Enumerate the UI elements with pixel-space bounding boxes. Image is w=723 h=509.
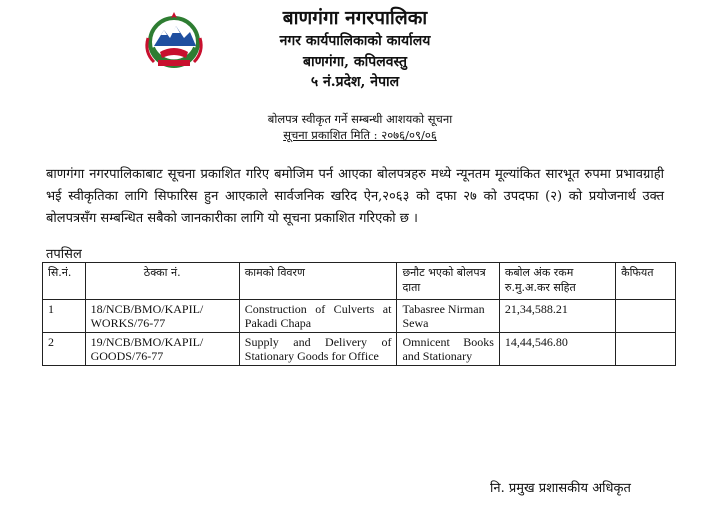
- cell-contract-no: 19/NCB/BMO/KAPIL/ GOODS/76-77: [85, 333, 239, 366]
- cell-serial: 2: [43, 333, 86, 366]
- col-header-amount: कबोल अंक रकम रु.मु.अ.कर सहित: [499, 263, 615, 300]
- cell-bidder: Tabasree Nirman Sewa: [397, 300, 499, 333]
- table-caption: तपसिल: [46, 247, 82, 262]
- bid-table: [42, 262, 676, 366]
- table-row: [43, 333, 676, 366]
- cell-amount: 21,34,588.21: [499, 300, 615, 333]
- office-province: ५ नं.प्रदेश, नेपाल: [310, 74, 400, 90]
- col-header-bidder: छनौट भएको बोलपत्र दाता: [397, 263, 499, 300]
- notice-body: बाणगंगा नगरपालिकाबाट सूचना प्रकाशित गरिए बमोजिम पर्न आएका बोलपत्रहरु मध्ये न्यूनतम मूल्यांकित सारभूत रुपमा प्रभावग्राही भई स्वीकृतिका लागि सिफारिस हुन आएकाले सार्वजनिक खरिद ऐन,२०६३ को दफा २७ को उपदफा (२) को प्रयोजनार्थ उक्त बोलपत्रसँग सम्बन्धित सबैको जानकारीका लागि यो सूचना प्रकाशित गरिएको छ ।: [46, 167, 664, 226]
- notice-subject: बोलपत्र स्वीकृत गर्ने सम्बन्धी आशयको सूचना: [267, 112, 453, 126]
- cell-description: Supply and Delivery of Stationary Goods for Office: [239, 333, 397, 366]
- col-header-contract-no: ठेक्का नं.: [85, 263, 239, 300]
- col-header-description: कामको विवरण: [239, 263, 397, 300]
- cell-amount: 14,44,546.80: [499, 333, 615, 366]
- notice-published-date: सूचना प्रकाशित मिति : २०७६/०९/०६: [283, 128, 437, 142]
- cell-serial: 1: [43, 300, 86, 333]
- municipality-title: बाणगंगा नगरपालिका: [282, 7, 428, 29]
- cell-description: Construction of Culverts at Pakadi Chapa: [239, 300, 397, 333]
- nepal-emblem-icon: [140, 8, 208, 74]
- office-name: नगर कार्यपालिकाको कार्यालय: [279, 33, 431, 49]
- cell-remarks: [616, 300, 676, 333]
- table-row: [43, 300, 676, 333]
- col-header-serial: सि.नं.: [43, 263, 86, 300]
- table-header-row: [43, 263, 676, 300]
- cell-remarks: [616, 333, 676, 366]
- signature-designation: नि. प्रमुख प्रशासकीय अधिकृत: [490, 481, 631, 496]
- office-location: बाणगंगा, कपिलवस्तु: [303, 54, 407, 70]
- cell-contract-no: 18/NCB/BMO/KAPIL/ WORKS/76-77: [85, 300, 239, 333]
- cell-bidder: Omnicent Books and Stationary: [397, 333, 499, 366]
- col-header-remarks: कैफियत: [616, 263, 676, 300]
